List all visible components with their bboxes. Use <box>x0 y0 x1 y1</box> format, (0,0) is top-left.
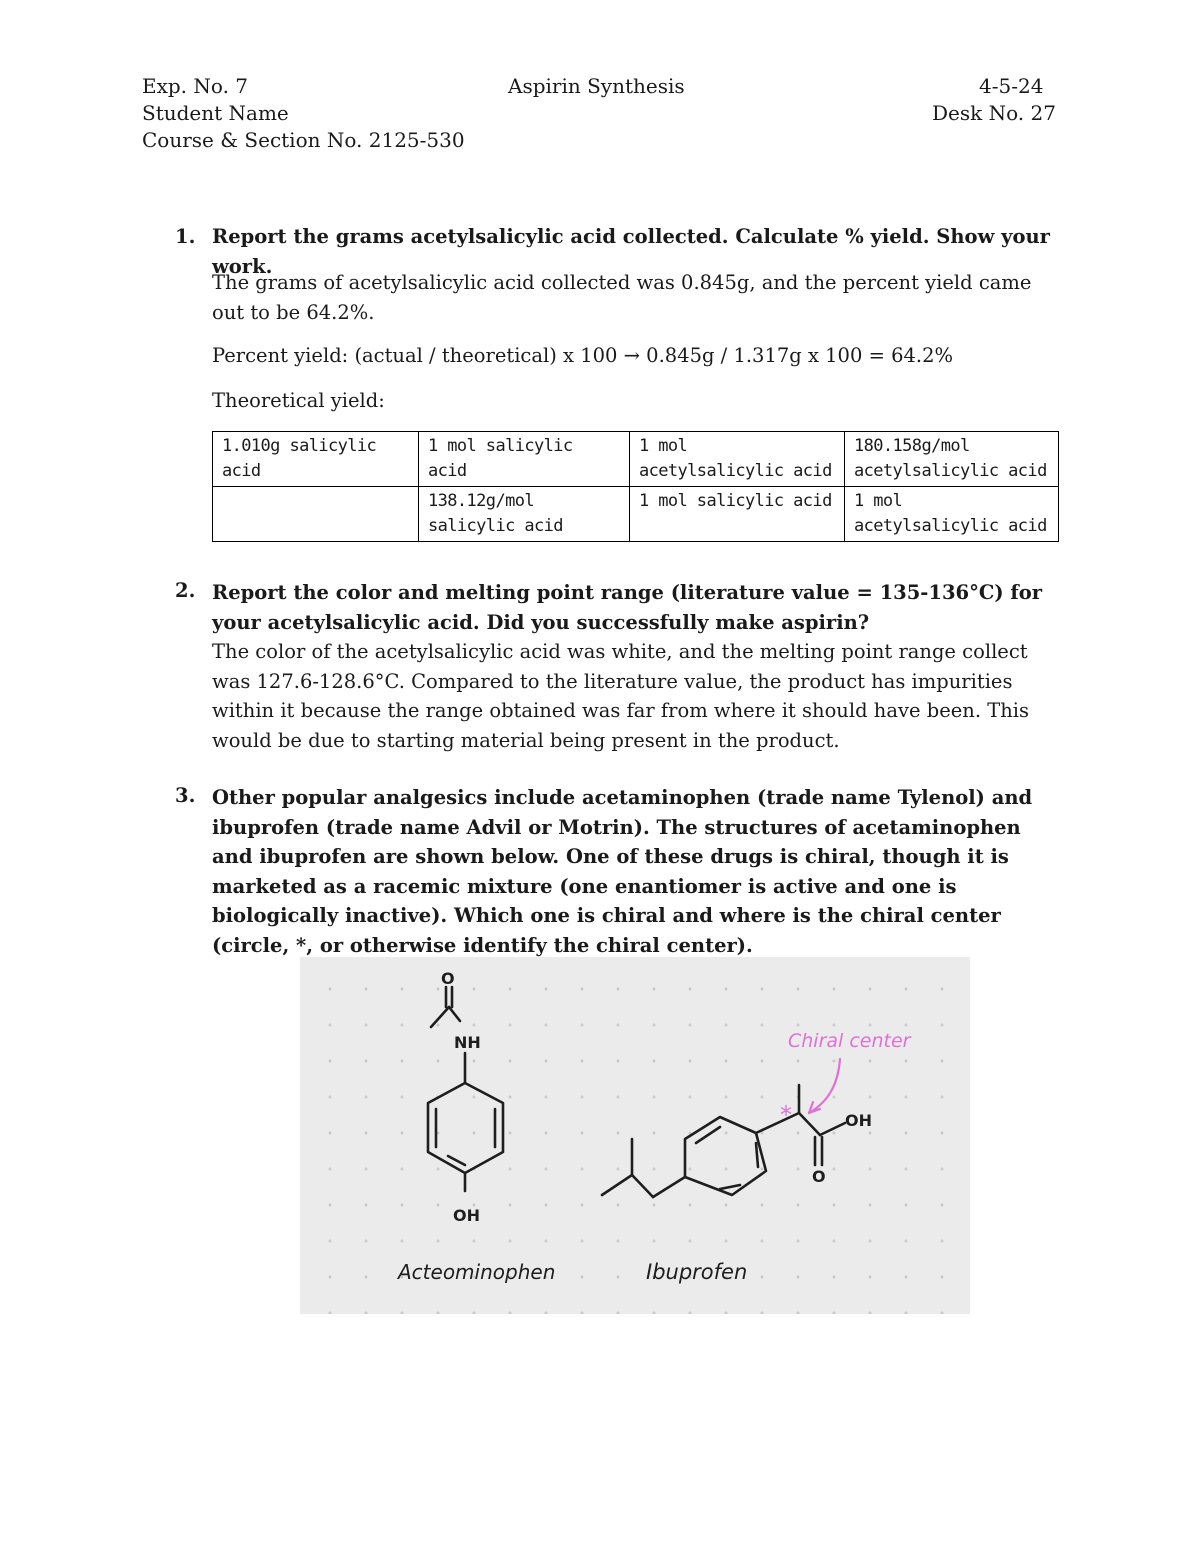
ibuprofen-oh-label: OH <box>845 1111 872 1130</box>
structures-figure <box>300 957 970 1314</box>
ring-double-bond <box>720 1185 740 1189</box>
table-cell: 1 mol salicylic acid <box>630 487 845 542</box>
acetaminophen-structure <box>428 987 503 1191</box>
acetaminophen-oxygen-label: O <box>441 969 455 988</box>
question-1-number: 1. <box>175 225 196 248</box>
ibuprofen-label: Ibuprofen <box>646 1260 748 1284</box>
table-cell: 1 mol salicylic acid <box>419 432 630 487</box>
theoretical-yield-table <box>212 431 1059 542</box>
chiral-arrow-icon <box>809 1059 840 1113</box>
isobutyl-bond <box>632 1175 653 1197</box>
table-cell: 1.010g salicylic acid <box>213 432 419 487</box>
student-name: Student Name <box>142 101 289 125</box>
table-row <box>213 487 1059 542</box>
structures-drawing <box>300 957 970 1314</box>
table-cell: 138.12g/mol salicylic acid <box>419 487 630 542</box>
experiment-title: Aspirin Synthesis <box>508 74 685 98</box>
question-3-text: Other popular analgesics include acetaminophen (trade name Tylenol) and ibuprofen (trade name Advil or Motrin). The structures of acetaminophen and ibuprofen are shown below. One of these drugs is chiral, though it is marketed as a racemic mixture (one enantiomer is active and one is biologically inactive). Which one is chiral and where is the chiral center (circle, *, or otherwise identify the chiral center). <box>212 786 1033 957</box>
acetaminophen-label: Acteominophen <box>398 1260 556 1284</box>
question-3-number: 3. <box>175 784 196 807</box>
amide-bond <box>449 1007 460 1021</box>
question-2-number: 2. <box>175 579 196 602</box>
percent-yield-calculation: Percent yield: (actual / theoretical) x 100 → 0.845g / 1.317g x 100 = 64.2% <box>212 344 954 367</box>
isobutyl-bond <box>653 1177 685 1197</box>
hydroxyl-bond <box>820 1123 845 1135</box>
table-cell <box>213 487 419 542</box>
benzene-ring <box>428 1083 503 1173</box>
table-cell: 1 mol acetylsalicylic acid <box>845 487 1059 542</box>
desk-number: Desk No. 27 <box>932 101 1056 125</box>
chiral-carbon-bond <box>756 1113 799 1133</box>
ibuprofen-structure <box>602 1085 845 1197</box>
methyl-bond <box>431 1007 449 1027</box>
experiment-date: 4-5-24 <box>979 74 1044 98</box>
ring-double-bond <box>756 1143 758 1167</box>
question-2-answer: The color of the acetylsalicylic acid was white, and the melting point range collect was 127.6-128.6°C. Compared to the literature value, the product has impurities within it because the range obtained was far from where it should have been. This would be due to starting material being present in the product. <box>212 640 1030 752</box>
isobutyl-bond <box>602 1175 632 1195</box>
course-section: Course & Section No. 2125-530 <box>142 128 465 152</box>
acetaminophen-oh-label: OH <box>453 1206 480 1225</box>
theoretical-yield-label: Theoretical yield: <box>212 389 385 412</box>
question-2-text: Report the color and melting point range (literature value = 135-136°C) for your acetylsalicylic acid. Did you successfully make aspirin? <box>212 581 1043 634</box>
table-cell: 1 mol acetylsalicylic acid <box>630 432 845 487</box>
chiral-center-label: Chiral center <box>788 1030 911 1052</box>
ibuprofen-oxygen-label: O <box>812 1167 826 1186</box>
acetaminophen-nh-label: NH <box>454 1033 481 1052</box>
carboxyl-bond <box>799 1113 820 1135</box>
question-1-answer: The grams of acetylsalicylic acid collected was 0.845g, and the percent yield came out to be 64.2%. <box>212 271 1032 324</box>
table-cell: 180.158g/mol acetylsalicylic acid <box>845 432 1059 487</box>
table-row <box>213 432 1059 487</box>
exp-number: Exp. No. 7 <box>142 74 249 98</box>
benzene-ring <box>685 1117 766 1195</box>
question-1-text: Report the grams acetylsalicylic acid collected. Calculate % yield. Show your work. <box>212 225 1050 278</box>
chiral-asterisk: * <box>780 1101 792 1129</box>
